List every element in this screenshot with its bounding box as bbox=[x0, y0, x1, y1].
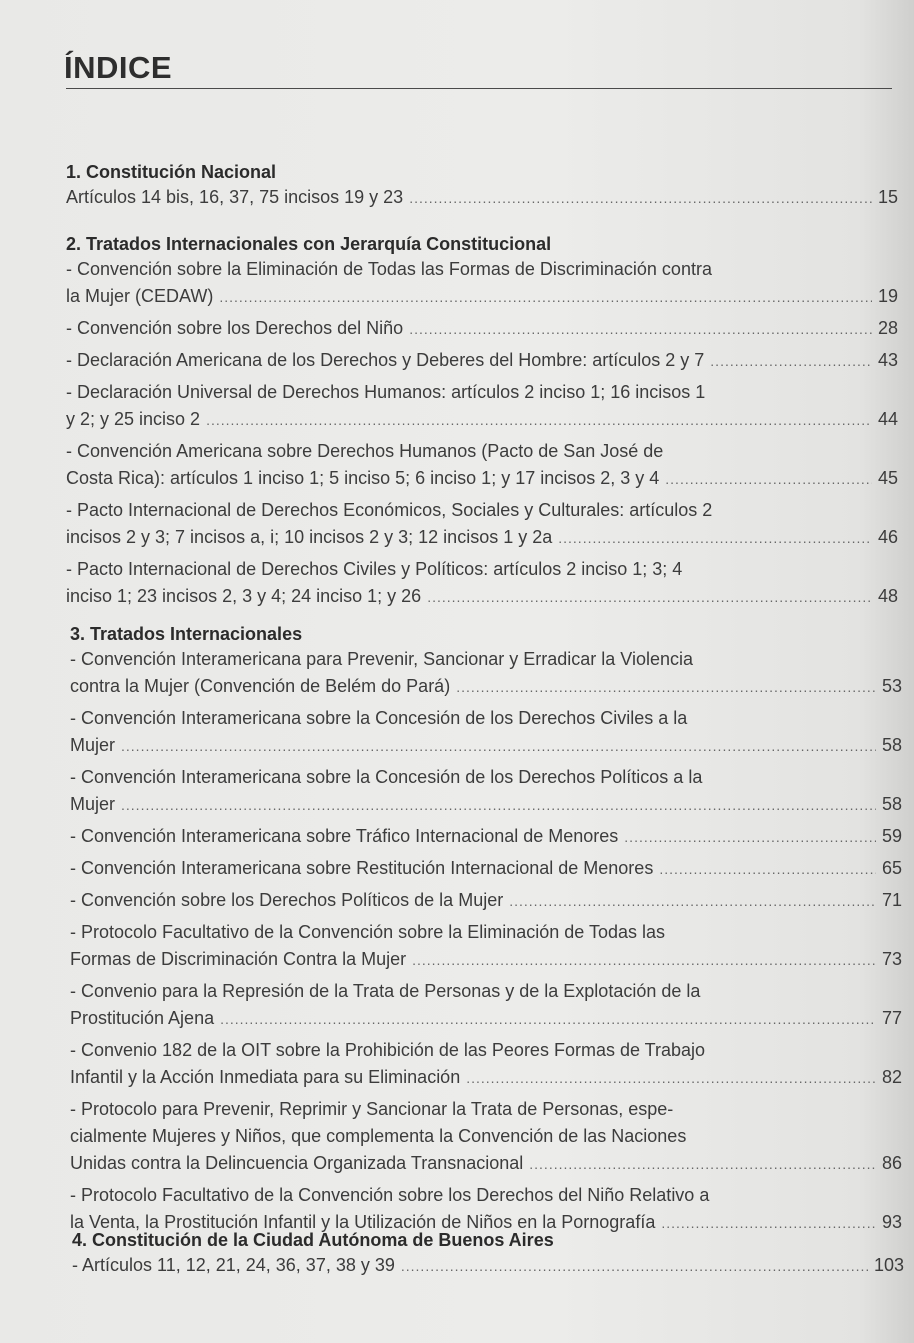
toc-entry-final-line bbox=[70, 1064, 902, 1092]
toc-entry[interactable] bbox=[70, 855, 902, 883]
toc-entry[interactable] bbox=[66, 497, 898, 552]
toc-entry[interactable] bbox=[70, 1037, 902, 1092]
dot-leader bbox=[529, 1151, 876, 1178]
page-number: 65 bbox=[881, 858, 902, 878]
page-number: 71 bbox=[881, 890, 902, 910]
toc-entry[interactable] bbox=[70, 1096, 902, 1178]
toc-entry-text-line: cialmente Mujeres y Niños, que complementa la Convención de las Naciones bbox=[70, 1126, 687, 1146]
toc-entry-text: - Convención Interamericana sobre Tráfico Internacional de Menores bbox=[70, 826, 619, 846]
toc-entry-text: - Convención sobre los Derechos del Niño bbox=[66, 318, 404, 338]
toc-entry-text-line: - Convención Interamericana sobre la Concesión de los Derechos Civiles a la bbox=[70, 708, 688, 728]
toc-entry[interactable] bbox=[70, 978, 902, 1033]
toc-entry-text-line: - Pacto Internacional de Derechos Civiles y Políticos: artículos 2 inciso 1; 3; 4 bbox=[66, 559, 683, 579]
dot-leader bbox=[624, 824, 876, 851]
dot-leader bbox=[409, 316, 872, 343]
toc-entry[interactable] bbox=[70, 764, 902, 819]
toc-entry-final-line bbox=[70, 732, 902, 760]
toc-entry[interactable] bbox=[66, 556, 898, 611]
dot-leader bbox=[466, 1065, 876, 1092]
page-number: 77 bbox=[881, 1008, 902, 1028]
toc-entry-final-line bbox=[66, 283, 898, 311]
toc-entry-text: - Artículos 11, 12, 21, 24, 36, 37, 38 y 39 bbox=[72, 1255, 395, 1275]
dot-leader bbox=[412, 947, 876, 974]
page-number: 73 bbox=[881, 949, 902, 969]
toc-entry-text: Infantil y la Acción Inmediata para su Eliminación bbox=[70, 1067, 461, 1087]
dot-leader bbox=[409, 185, 872, 212]
toc-entry-final-line bbox=[66, 524, 898, 552]
page-number: 59 bbox=[881, 826, 902, 846]
toc-entry[interactable] bbox=[70, 823, 902, 851]
toc-entry-final-line bbox=[66, 583, 898, 611]
section-title: 4. Constitución de la Ciudad Autónoma de Buenos Aires bbox=[72, 1230, 554, 1250]
toc-entry[interactable] bbox=[66, 379, 898, 434]
toc-entry[interactable] bbox=[66, 315, 898, 343]
page-number: 82 bbox=[881, 1067, 902, 1087]
toc-entry-text: - Declaración Americana de los Derechos y Deberes del Hombre: artículos 2 y 7 bbox=[66, 350, 705, 370]
page-number: 58 bbox=[881, 794, 902, 814]
page-number: 103 bbox=[873, 1255, 904, 1275]
dot-leader bbox=[659, 856, 876, 883]
page-number: 28 bbox=[877, 318, 898, 338]
toc-entry[interactable] bbox=[72, 1252, 904, 1280]
dot-leader bbox=[665, 466, 872, 493]
section-4 bbox=[72, 1228, 904, 1280]
toc-entry-text: - Convención Interamericana sobre Restitución Internacional de Menores bbox=[70, 858, 654, 878]
toc-entry-text: la Mujer (CEDAW) bbox=[66, 286, 214, 306]
toc-entry-text: incisos 2 y 3; 7 incisos a, i; 10 incisos 2 y 3; 12 incisos 1 y 2a bbox=[66, 527, 553, 547]
toc-entry-text: Mujer bbox=[70, 735, 116, 755]
toc-entry-final-line bbox=[70, 855, 902, 883]
toc-entry-final-line bbox=[66, 184, 898, 212]
title-rule bbox=[66, 88, 892, 89]
toc-entry-final-line bbox=[70, 946, 902, 974]
dot-leader bbox=[121, 792, 876, 819]
section-title: 1. Constitución Nacional bbox=[66, 162, 277, 182]
toc-entry-text-line: - Declaración Universal de Derechos Humanos: artículos 2 inciso 1; 16 incisos 1 bbox=[66, 382, 706, 402]
page-number: 15 bbox=[877, 187, 898, 207]
toc-entry-final-line bbox=[70, 823, 902, 851]
section-title: 2. Tratados Internacionales con Jerarquía Constitucional bbox=[66, 234, 552, 254]
toc-entry[interactable] bbox=[66, 347, 898, 375]
toc-entry-text: inciso 1; 23 incisos 2, 3 y 4; 24 inciso 1; y 26 bbox=[66, 586, 422, 606]
dot-leader bbox=[427, 584, 872, 611]
section-2 bbox=[66, 232, 898, 611]
page-number: 19 bbox=[877, 286, 898, 306]
toc-entry-text: Formas de Discriminación Contra la Mujer bbox=[70, 949, 407, 969]
page-number: 58 bbox=[881, 735, 902, 755]
toc-entry-text-line: - Protocolo Facultativo de la Convención sobre los Derechos del Niño Relativo a bbox=[70, 1185, 710, 1205]
toc-entry-final-line bbox=[70, 1005, 902, 1033]
toc-entry-final-line bbox=[70, 1150, 902, 1178]
toc-entry-text: la Venta, la Prostitución Infantil y la Utilización de Niños en la Pornografía bbox=[70, 1212, 656, 1232]
toc-entry[interactable] bbox=[70, 705, 902, 760]
toc-entry-text: Prostitución Ajena bbox=[70, 1008, 215, 1028]
toc-entry-text: contra la Mujer (Convención de Belém do Pará) bbox=[70, 676, 451, 696]
dot-leader bbox=[401, 1253, 870, 1280]
page-title: ÍNDICE bbox=[64, 50, 173, 85]
toc-entry-text-line: - Convención sobre la Eliminación de Todas las Formas de Discriminación contra bbox=[66, 259, 712, 279]
toc-entry[interactable] bbox=[70, 887, 902, 915]
dot-leader bbox=[206, 407, 872, 434]
toc-entry[interactable] bbox=[70, 646, 902, 701]
page-number: 43 bbox=[877, 350, 898, 370]
toc-entry-final-line bbox=[66, 406, 898, 434]
toc-entry-text: y 2; y 25 inciso 2 bbox=[66, 409, 201, 429]
toc-entry-final-line bbox=[70, 887, 902, 915]
toc-entry-text-line: - Convención Interamericana para Prevenir, Sancionar y Erradicar la Violencia bbox=[70, 649, 693, 669]
toc-entry[interactable] bbox=[66, 438, 898, 493]
section-3 bbox=[70, 622, 902, 1237]
dot-leader bbox=[121, 733, 876, 760]
toc-entry-text: Unidas contra la Delincuencia Organizada Transnacional bbox=[70, 1153, 524, 1173]
toc-entry-text-line: - Convenio para la Represión de la Trata de Personas y de la Explotación de la bbox=[70, 981, 701, 1001]
dot-leader bbox=[219, 284, 872, 311]
toc-entry-text-line: - Protocolo para Prevenir, Reprimir y Sancionar la Trata de Personas, espe- bbox=[70, 1099, 674, 1119]
page-number: 48 bbox=[877, 586, 898, 606]
toc-entry-text-line: - Convención Interamericana sobre la Concesión de los Derechos Políticos a la bbox=[70, 767, 703, 787]
page-number: 44 bbox=[877, 409, 898, 429]
dot-leader bbox=[220, 1006, 876, 1033]
toc-entry[interactable] bbox=[66, 184, 898, 212]
section-title: 3. Tratados Internacionales bbox=[70, 624, 303, 644]
dot-leader bbox=[558, 525, 872, 552]
dot-leader bbox=[710, 348, 872, 375]
page-number: 46 bbox=[877, 527, 898, 547]
dot-leader bbox=[509, 888, 876, 915]
page-number: 86 bbox=[881, 1153, 902, 1173]
page-number: 45 bbox=[877, 468, 898, 488]
toc-entry-text: - Convención sobre los Derechos Políticos de la Mujer bbox=[70, 890, 504, 910]
toc-entry-text: Costa Rica): artículos 1 inciso 1; 5 inciso 5; 6 inciso 1; y 17 incisos 2, 3 y 4 bbox=[66, 468, 660, 488]
section-1 bbox=[66, 160, 898, 212]
dot-leader bbox=[456, 674, 876, 701]
toc-entry-text: Mujer bbox=[70, 794, 116, 814]
toc-entry-text-line: - Protocolo Facultativo de la Convención sobre la Eliminación de Todas las bbox=[70, 922, 665, 942]
toc-entry-final-line bbox=[66, 315, 898, 343]
toc-entry-text-line: - Convención Americana sobre Derechos Humanos (Pacto de San José de bbox=[66, 441, 664, 461]
toc-entry[interactable] bbox=[66, 256, 898, 311]
toc-entry-final-line bbox=[70, 791, 902, 819]
toc-entry-final-line bbox=[70, 673, 902, 701]
toc-entry-text-line: - Pacto Internacional de Derechos Económicos, Sociales y Culturales: artículos 2 bbox=[66, 500, 713, 520]
toc-entry-final-line bbox=[66, 465, 898, 493]
toc-entry-final-line bbox=[72, 1252, 904, 1280]
toc-entry-text: Artículos 14 bis, 16, 37, 75 incisos 19 y 23 bbox=[66, 187, 404, 207]
toc-entry-text-line: - Convenio 182 de la OIT sobre la Prohibición de las Peores Formas de Trabajo bbox=[70, 1040, 706, 1060]
toc-entry-final-line bbox=[66, 347, 898, 375]
page-number: 93 bbox=[881, 1212, 902, 1232]
toc-entry[interactable] bbox=[70, 919, 902, 974]
page-number: 53 bbox=[881, 676, 902, 696]
